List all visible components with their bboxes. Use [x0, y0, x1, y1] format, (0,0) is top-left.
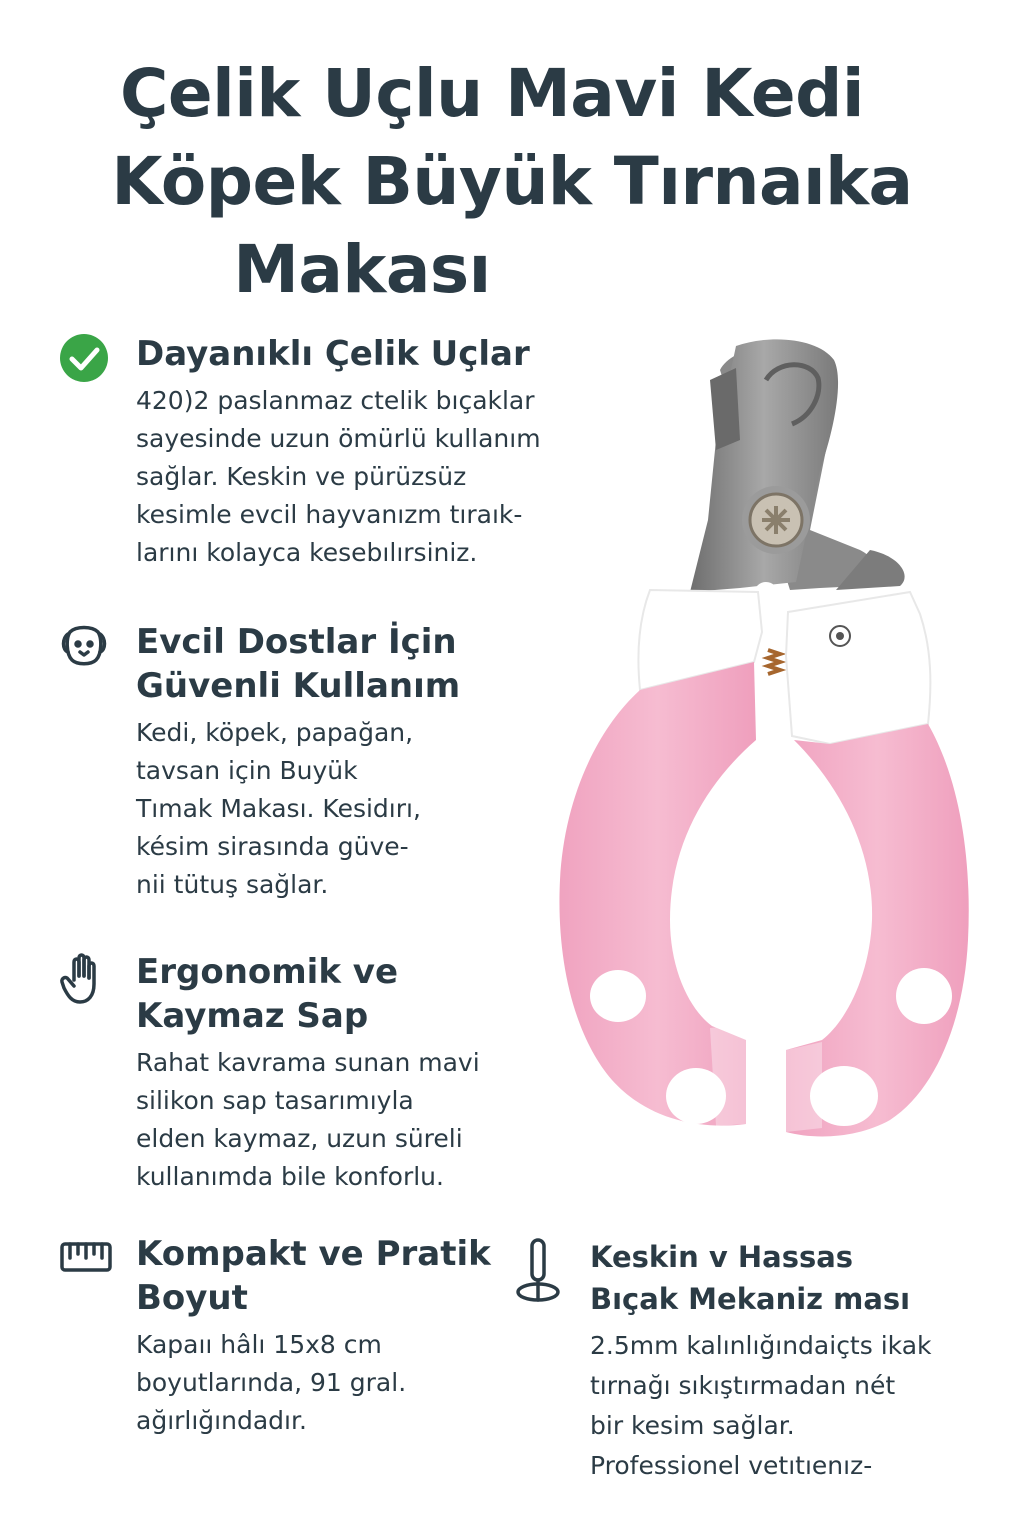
feature-durable-steel: [58, 332, 588, 572]
feature-sharp-blade: [512, 1236, 972, 1486]
page-title: [0, 50, 1024, 314]
feature-heading: Ergonomik ve Kaymaz Sap: [136, 952, 399, 1036]
feature-text: 2.5mm kalınlığındaiçts ikak tırnağı sıkıştırmadan nét bir kesim sağlar. Professionel vetıtıenız-: [590, 1331, 932, 1480]
nail-clipper-image: [540, 320, 980, 1150]
ruler-icon: [58, 1232, 110, 1284]
feature-text: Rahat kavrama sunan mavi silikon sap tasarımıyla elden kaymaz, uzun süreli kullanımda bile konforlu.: [136, 1048, 480, 1191]
feature-text: 420)2 paslanmaz ctelik bıçaklar sayesinde uzun ömürlü kullanım sağlar. Keskin ve pürüzsüz kesimle evcil hayvanızm tıraık- larını kolayca kesebılırsiniz.: [136, 386, 541, 567]
feature-text: Kedi, köpek, papağan, tavsan için Buyük Tımak Makası. Kesidırı, késim sirasında güve- nii tütuş sağlar.: [136, 718, 421, 899]
title-line-3: Makası: [233, 231, 491, 308]
feature-compact-size: [58, 1232, 508, 1440]
feature-ergonomic-handle: [58, 950, 518, 1196]
feature-safe-use: [58, 620, 478, 904]
feature-heading: Evcil Dostlar İçin Güvenli Kullanım: [136, 622, 461, 706]
blade-icon: [512, 1236, 564, 1288]
feature-text: Kapaıı hâlı 15x8 cm boyutlarında, 91 gral. ağırlığındadır.: [136, 1330, 407, 1435]
dog-face-icon: [58, 620, 110, 672]
feature-heading: Keskin v Hassas Bıçak Mekaniz ması: [590, 1240, 911, 1316]
title-line-1: Çelik Uçlu Mavi Kedi: [119, 55, 865, 132]
feature-heading: Dayanıklı Çelik Uçlar: [136, 334, 530, 374]
check-circle-icon: [58, 332, 110, 384]
title-line-2: Köpek Büyük Tırnaıka: [111, 143, 913, 220]
hand-icon: [58, 950, 110, 1002]
feature-heading: Kompakt ve Pratik Boyut: [136, 1234, 491, 1318]
